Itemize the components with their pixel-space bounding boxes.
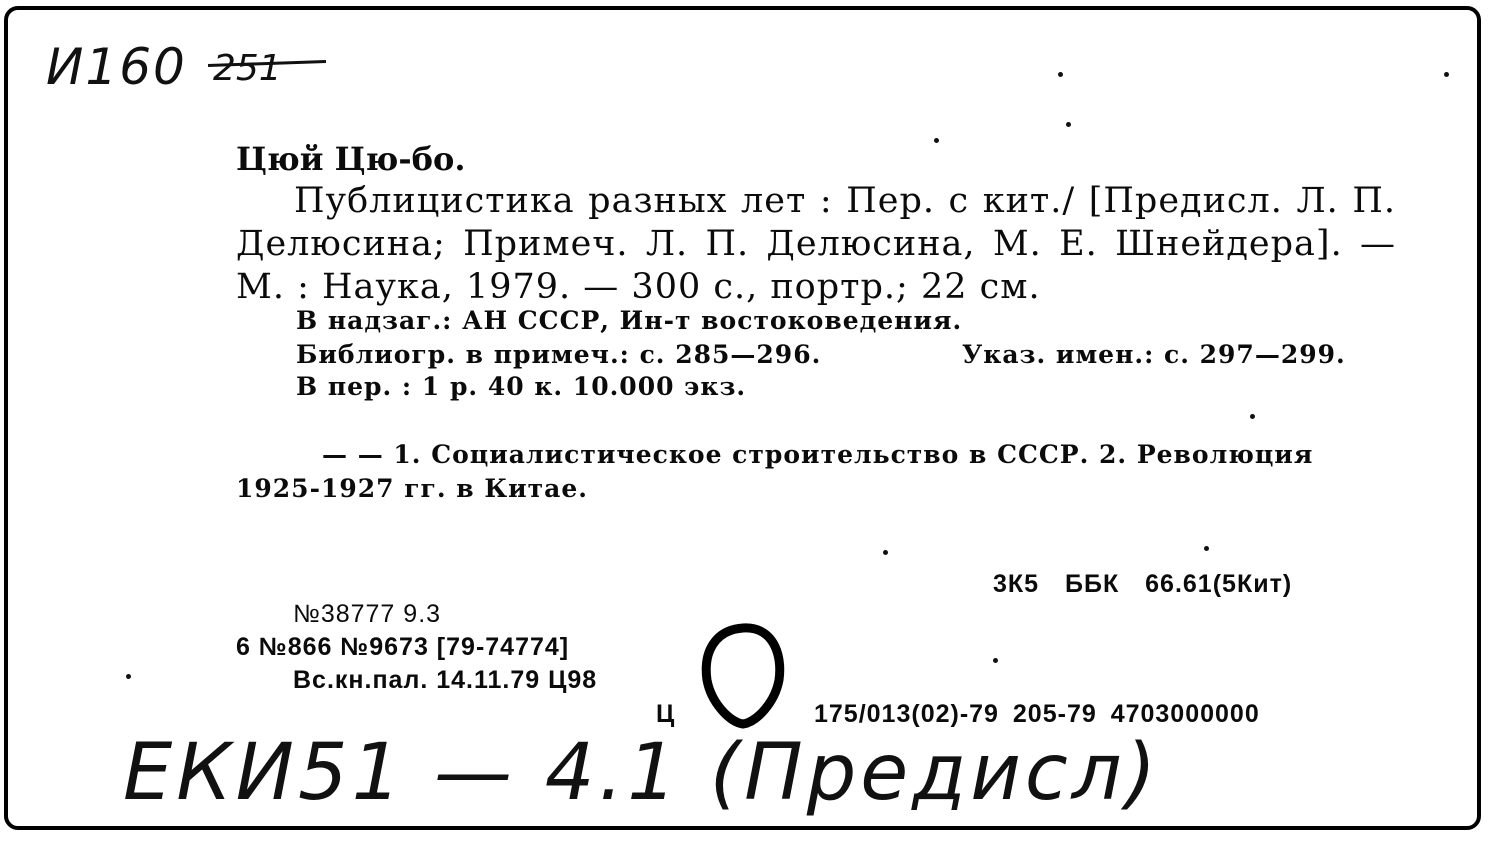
description-text: Публицистика разных лет : Пер. с кит./ [Предисл. Л. П. Делюсина; Примеч. Л. П. Делюсина, М. Е. Шнейдера]. — М. : Наука, 1979. — 300 с., портр.; 22 см.: [236, 181, 1396, 307]
speck: [1250, 414, 1255, 419]
punched-hole-mark: [701, 622, 785, 730]
bibliographic-description: [236, 180, 1396, 309]
record-number: №38777 9.3: [293, 600, 442, 628]
note-index: Указ. имен.: с. 297—299.: [962, 340, 1346, 369]
speck: [883, 550, 888, 555]
order-numbers: 6 №866 №9673 [79-74774]: [236, 633, 570, 661]
note-bibliography-line: [296, 340, 1346, 369]
catalog-codes: 175/013(02)-79 205-79 4703000000: [814, 700, 1260, 728]
speck: [126, 674, 131, 679]
catalog-card: [4, 6, 1481, 830]
handwritten-code: ЕКИ51 — 4.1 (Предисл): [123, 728, 1161, 818]
speck: [934, 138, 939, 143]
handwritten-shelfmark: И160: [46, 38, 187, 96]
letter-code: Ц: [656, 700, 676, 728]
speck: [1058, 72, 1063, 77]
note-bibliography: Библиогр. в примеч.: с. 285—296.: [296, 340, 822, 369]
speck: [993, 658, 998, 663]
note-header: В надзаг.: АН СССР, Ин-т востоковедения.: [296, 306, 963, 335]
handwritten-shelfmark-fraction: 251: [213, 48, 282, 89]
speck: [1444, 72, 1449, 77]
subject-text: — — 1. Социалистическое строительство в СССР. 2. Революция 1925-1927 гг. в Китае.: [236, 440, 1314, 503]
classification-index: 3К5 ББК 66.61(5Кит): [993, 570, 1293, 598]
speck: [1204, 546, 1209, 551]
subject-headings: [236, 438, 1396, 506]
note-price: В пер. : 1 р. 40 к. 10.000 экз.: [296, 372, 747, 401]
speck: [1066, 122, 1071, 127]
author-heading: Цюй Цю-бо.: [236, 140, 466, 178]
book-chamber-line: Вс.кн.пал. 14.11.79 Ц98: [293, 666, 598, 694]
